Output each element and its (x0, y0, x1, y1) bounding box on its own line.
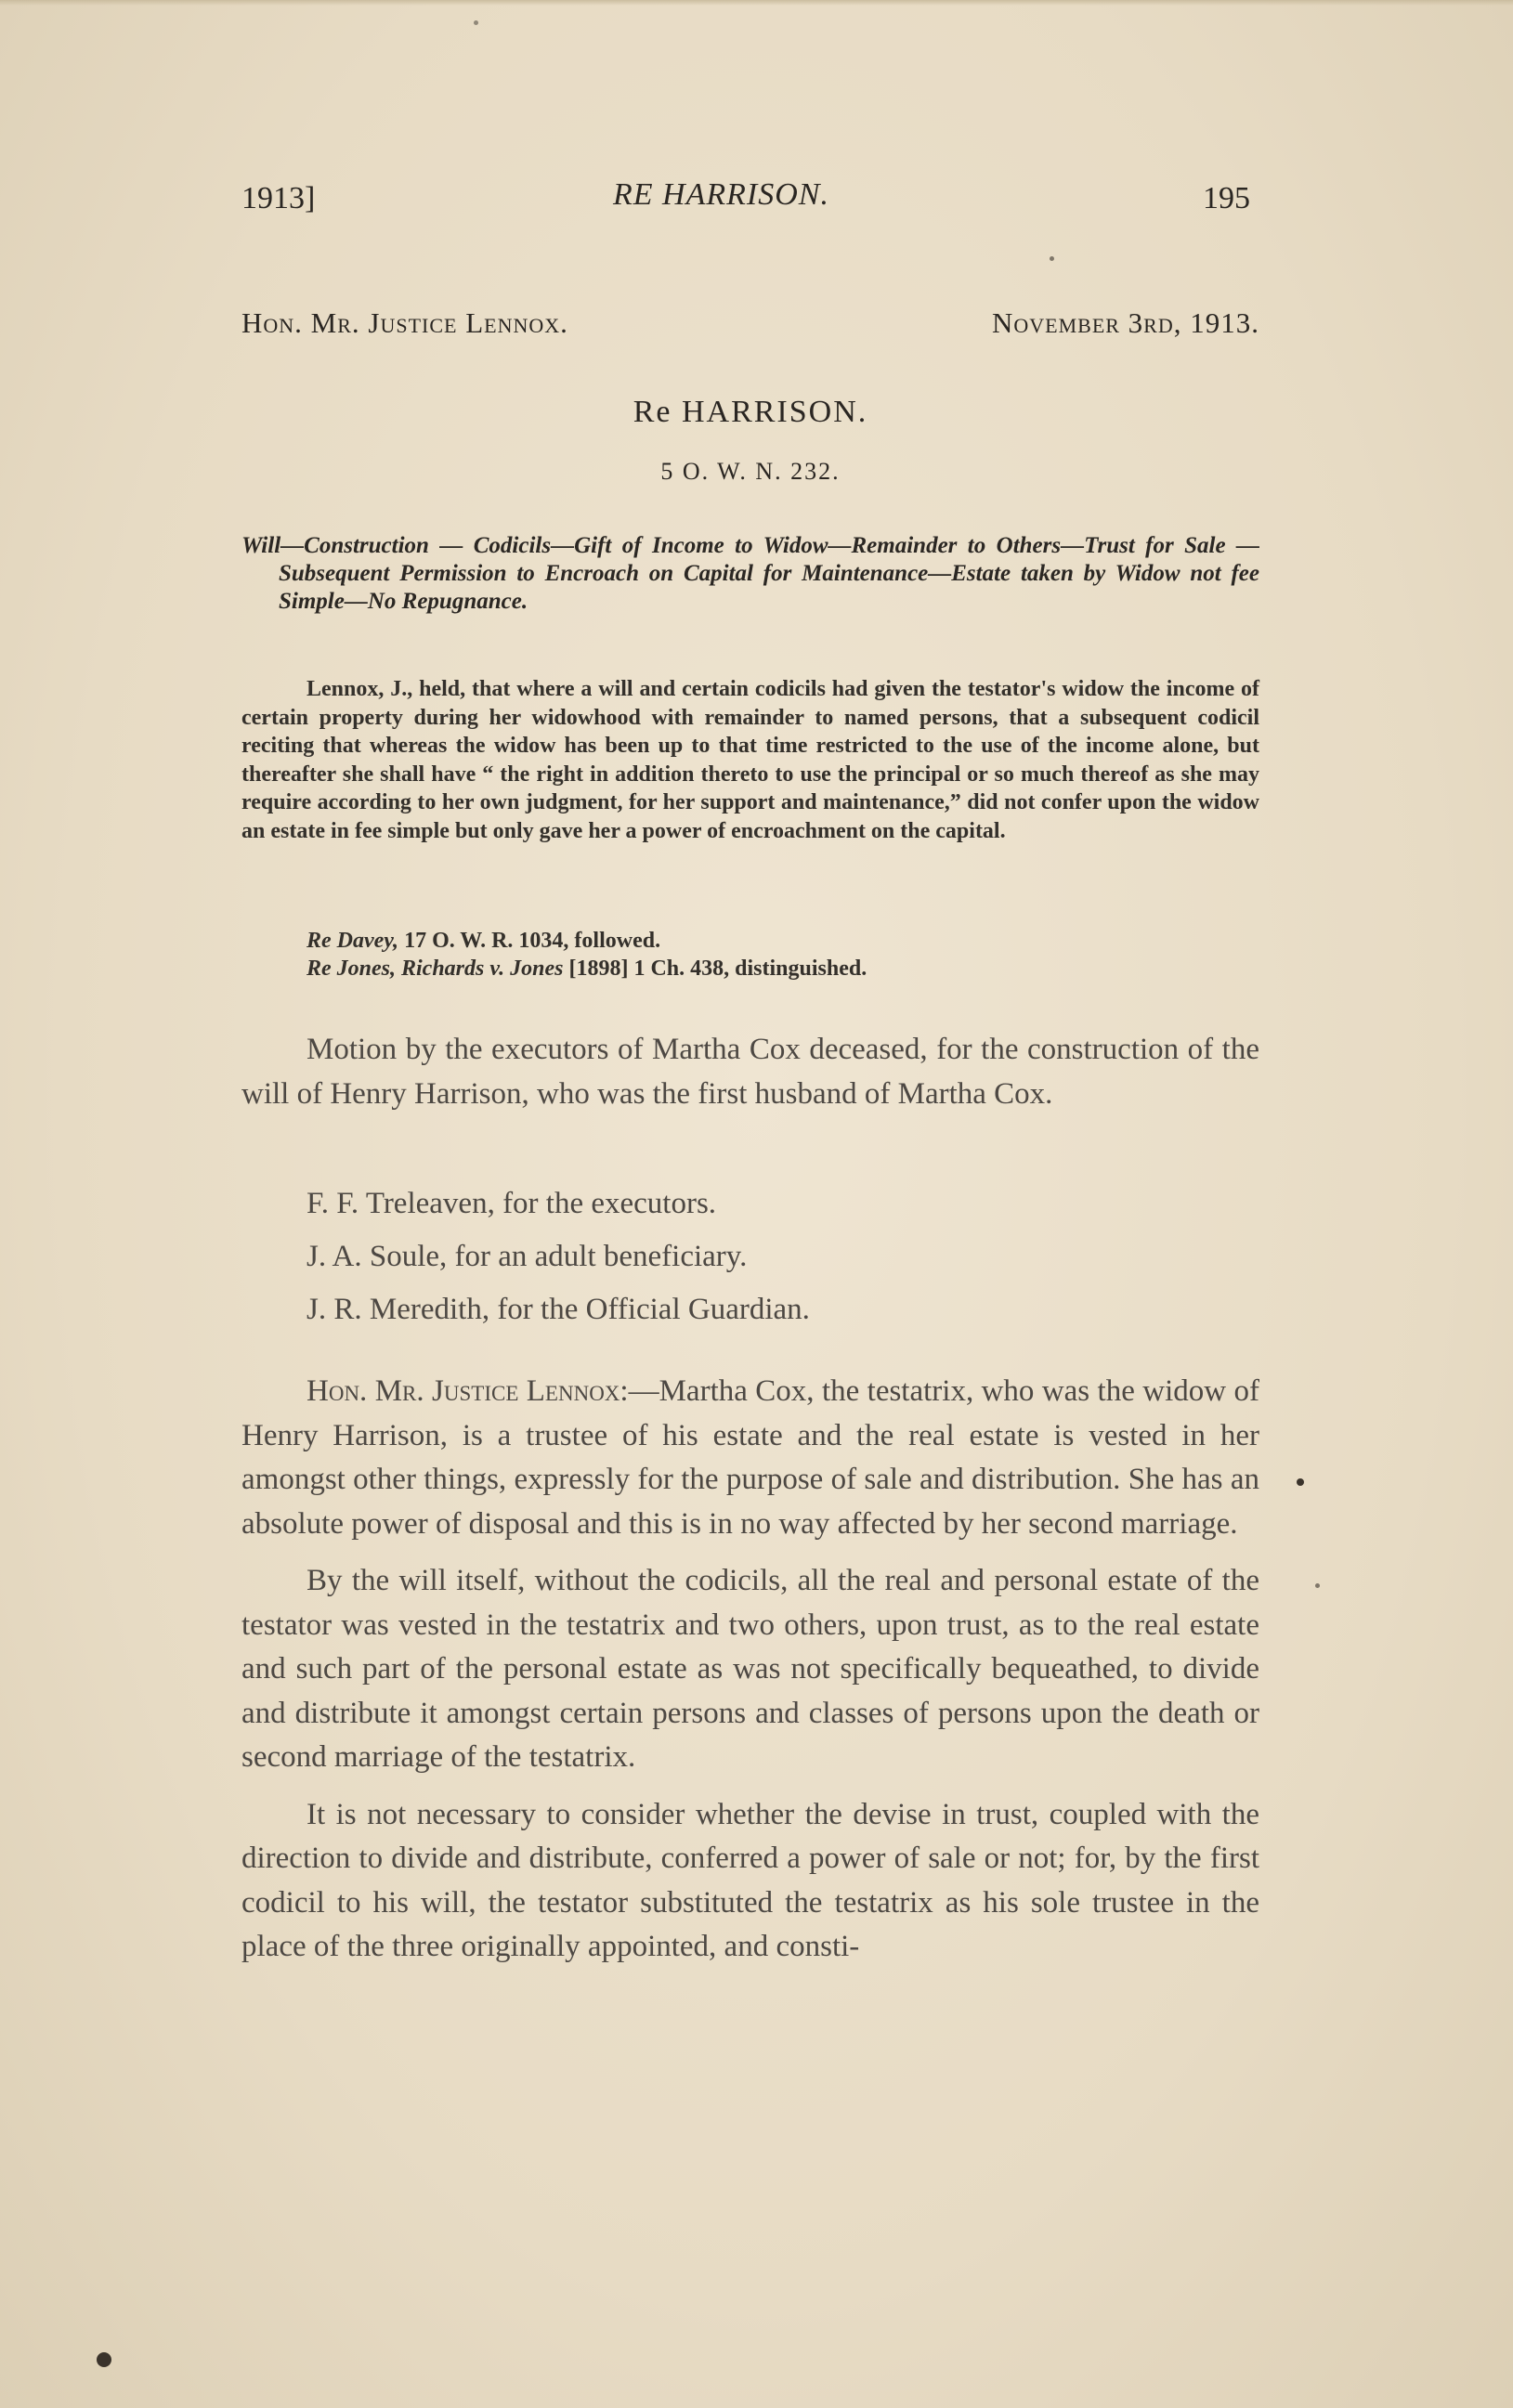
headnote (241, 532, 1259, 616)
counsel-list (241, 1178, 1259, 1336)
byline-date: November 3rd, 1913. (991, 306, 1259, 339)
judgment-paragraph: By the will itself, without the codicils, all the real and personal estate of the testator was vested in the testatrix and two others, upon trust, as to the real estate and such part of the personal estate as was not specifically bequeathed, to divide and distribute it amongst certain persons and classes of persons upon the death or second marriage of the testatrix. (241, 1564, 1259, 1774)
cited-case (241, 927, 1259, 955)
cited-case (241, 955, 1259, 983)
byline-judge: Hon. Mr. Justice Lennox. (241, 306, 568, 339)
ink-speck (97, 2352, 111, 2367)
judgment-text: :—Martha Cox, the testatrix, who was the widow of Henry Harrison, is a trustee of his estate and the real estate is vested in her amongst other things, expressly for the purpose of sale and distribution. She has an absolute power of disposal and this is in no way affected by her second marriage. (241, 1374, 1259, 1541)
judgment-speaker: Hon. Mr. Justice Lennox (307, 1374, 620, 1408)
case-reference: [1898] 1 Ch. 438, distinguished. (563, 957, 867, 981)
ink-speck (474, 20, 478, 25)
cited-cases (241, 927, 1259, 983)
judgment (241, 1370, 1259, 1983)
case-title: Re HARRISON. (633, 395, 868, 429)
counsel-line: F. F. Treleaven, for the executors. (307, 1187, 717, 1220)
judgment-paragraph: It is not necessary to consider whether the devise in trust, coupled with the direction to divide and distribute, conferred a power of sale or not; for, by the first codicil to his will, the testator substituted the testatrix as his sole trustee in the place of the three originally appointed, and consti- (241, 1797, 1259, 1963)
motion-paragraph (241, 1028, 1259, 1116)
ink-speck (1050, 256, 1054, 261)
running-title: RE HARRISON. (613, 177, 829, 212)
case-citation: 5 O. W. N. 232. (660, 458, 841, 485)
ink-speck (1315, 1583, 1320, 1588)
case-name: Re Davey, (307, 929, 399, 953)
case-name: Re Jones, Richards v. Jones (307, 957, 564, 981)
headnote-text: Will—Construction — Codicils—Gift of Income to Widow—Remainder to Others—Trust for Sale — Subsequent Permission to Encroach on Capital for Maintenance—Estate taken by Widow not fee Simple—No Repugnance. (241, 533, 1259, 614)
page-number: 195 (1203, 181, 1250, 215)
case-reference: 17 O. W. R. 1034, followed. (398, 929, 661, 953)
counsel-line: J. R. Meredith, for the Official Guardian. (307, 1293, 810, 1326)
judgment-paragraph (241, 1370, 1259, 1546)
holding-text: Lennox, J., held, that where a will and certain codicils had given the testator's widow the income of certain property during her widowhood with remainder to named persons, that a subsequent codicil reciting that whereas the widow has been up to that time restricted to the use of the income alone, but thereafter she shall have “ the right in addition thereto to use the principal or so much thereof as she may require according to her own judgment, for her support and maintenance,” did not confer upon the widow an estate in fee simple but only gave her a power of encroachment on the capital. (241, 677, 1259, 843)
page-edge (0, 0, 1513, 6)
header-year: 1913] (241, 181, 316, 215)
motion-text: Motion by the executors of Martha Cox deceased, for the construction of the will of Henry Harrison, who was the first husband of Martha Cox. (241, 1033, 1259, 1111)
running-header (241, 177, 1259, 228)
ink-speck (1297, 1478, 1304, 1486)
counsel-line: J. A. Soule, for an adult beneficiary. (307, 1240, 748, 1273)
